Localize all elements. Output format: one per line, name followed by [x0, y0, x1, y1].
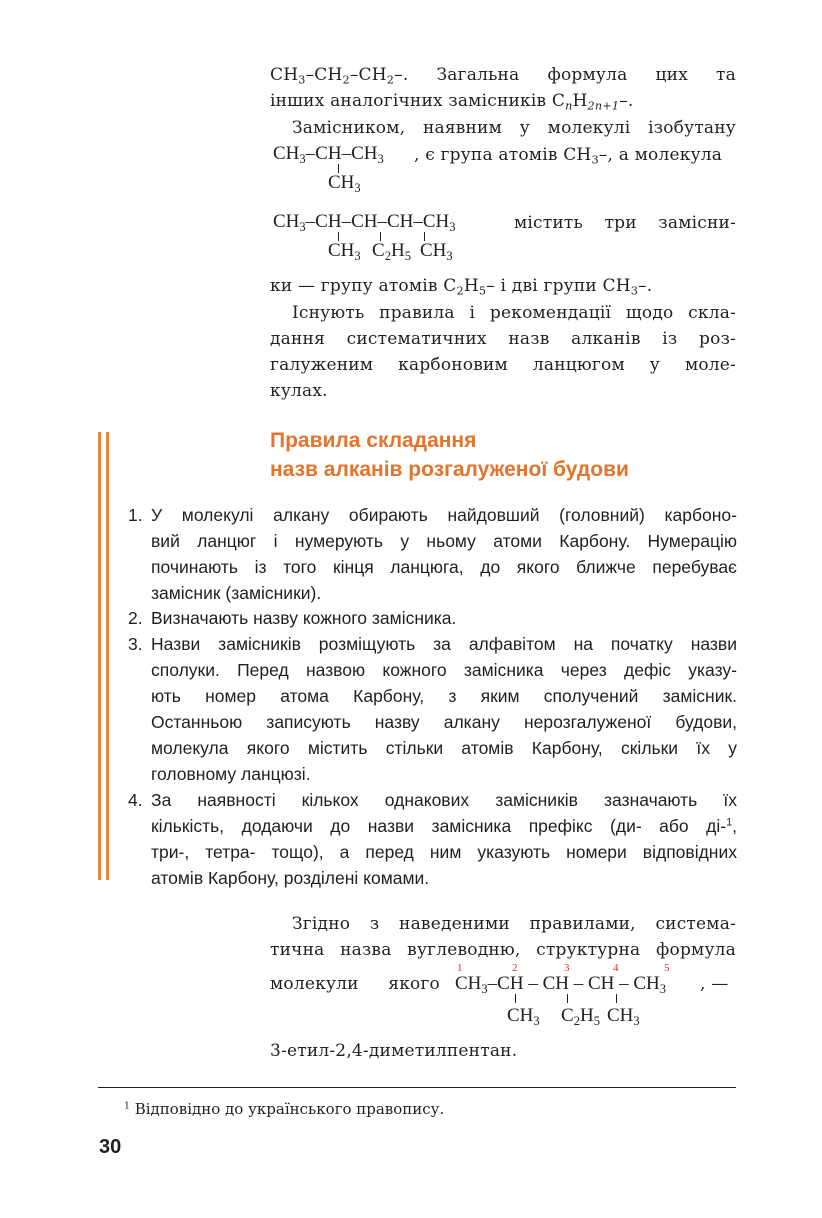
paragraph-2-line-4: кулах. — [270, 381, 328, 401]
intro-line-6: ки — групу атомів $C_2H_5-$ і дві групи $CH_3-$. — [270, 276, 653, 298]
rule-number: 3. — [128, 634, 143, 654]
conclusion-line-1: Згідно з наведеними правилами, система- — [292, 914, 736, 934]
intro-line-3: Замісником, наявним у молекулі ізобутану — [292, 118, 736, 138]
orange-bar-2 — [106, 432, 109, 880]
final-branch-2: $C_2H_5$ — [561, 1005, 600, 1028]
systematic-name: 3-етил-2,4-диметилпентан. — [270, 1041, 518, 1061]
carbon-number: 5 — [664, 962, 670, 974]
molecule-branch-3: $CH_3$ — [420, 240, 453, 263]
molecule-branch-2: $C_2H_5$ — [372, 240, 411, 263]
orange-bar-1 — [98, 432, 101, 880]
rule-line: ють номер атома Карбону, з яким сполучений замісник. — [151, 686, 737, 706]
conclusion-dash: , — — [700, 974, 729, 994]
rule-line: Визначають назву кожного замісника. — [151, 608, 457, 628]
rule-line: атомів Карбону, розділені комами. — [151, 868, 430, 888]
footnote-number: 1 — [124, 1100, 130, 1112]
rule-number: 1. — [128, 505, 143, 525]
rule-line-with-footnote: кількість, додаючи до назви замісника префікс (ди- або ді-$^1$, — [151, 816, 737, 836]
molecule-formula: $CH_3-CH-CH-CH-CH_3$ — [273, 211, 456, 234]
rule-line: Останньою записують назву алкану нерозгалуженої будови, — [151, 712, 737, 732]
intro-line-2: інших аналогічних замісників $C_nH_{2n+1}-$. — [270, 91, 634, 113]
rule-line: починають із того кінця ланцюга, до якого ближче перебуває — [151, 557, 737, 577]
paragraph-2-line-2: дання систематичних назв алканів із роз- — [270, 329, 736, 349]
final-bond-1 — [515, 994, 516, 1003]
rule-line: За наявності кількох однакових замісників зазначають їх — [151, 790, 737, 810]
footnote-divider — [98, 1087, 736, 1088]
page-number: 30 — [99, 1136, 122, 1158]
rule-line: замісник (замісники). — [151, 583, 322, 603]
isobutane-formula: $CH_3-CH-CH_3$ — [273, 143, 384, 166]
rule-number: 2. — [128, 608, 143, 628]
final-formula: $CH_3-CH$ – CH – CH – $CH_3$ — [455, 973, 667, 996]
footnote-mark[interactable]: 1 — [726, 816, 733, 829]
paragraph-2-line-3: галуженим карбоновим ланцюгом у моле- — [270, 355, 736, 375]
rule-line: У молекулі алкану обирають найдовший (головний) карбоно- — [151, 505, 737, 525]
carbon-number: 4 — [613, 962, 619, 974]
rule-line: Назви замісників розміщують за алфавітом на початку назви — [151, 634, 737, 654]
footnote — [124, 1097, 444, 1121]
molecule-branch-1: $CH_3$ — [328, 240, 361, 263]
final-branch-3: $CH_3$ — [607, 1005, 640, 1028]
rules-heading-line-1: Правила складання — [270, 429, 477, 452]
isobutane-branch: $CH_3$ — [328, 172, 361, 195]
final-bond-2 — [567, 994, 568, 1003]
carbon-number: 1 — [457, 962, 463, 974]
rule-line: вий ланцюг і нумерують у ньому атоми Карбону. Нумерацію — [151, 531, 737, 551]
intro-line-5: містить три замісни- — [514, 213, 736, 233]
intro-line-4: , є група атомів $CH_3-$, а молекула — [414, 145, 723, 167]
rule-line: головному ланцюзі. — [151, 764, 311, 784]
rule-line: сполуки. Перед назвою кожного замісника через дефіс указу- — [151, 660, 737, 680]
footnote-text: Відповідно до українського правопису. — [134, 1100, 445, 1118]
final-bond-3 — [616, 994, 617, 1003]
carbon-number: 2 — [512, 962, 518, 974]
rules-heading-line-2: назв алканів розгалуженої будови — [270, 458, 629, 481]
rule-line: молекула якого містить стільки атомів Карбону, скільки їх у — [151, 738, 737, 758]
intro-line-1: $CH_3-CH_2-CH_2-$. Загальна формула цих та — [270, 65, 736, 87]
rule-number: 4. — [128, 790, 143, 810]
final-branch-1: $CH_3$ — [507, 1005, 540, 1028]
conclusion-line-2: тична назва вуглеводню, структурна формула — [270, 940, 736, 960]
conclusion-line-3: молекули якого — [270, 974, 440, 994]
rule-line: три-, тетра- тощо), а перед ним указують номери відповідних — [151, 842, 737, 862]
paragraph-2-line-1: Існують правила і рекомендації щодо скла- — [292, 303, 736, 323]
carbon-number: 3 — [564, 962, 570, 974]
